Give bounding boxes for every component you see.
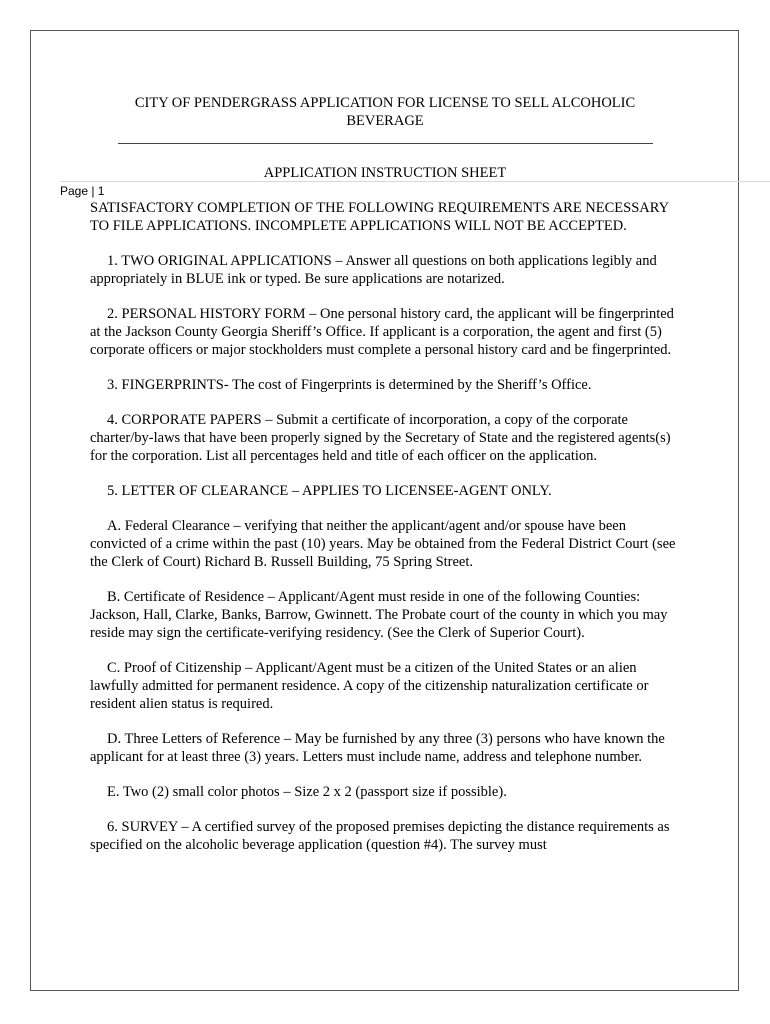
title-underline xyxy=(118,143,653,144)
document-body xyxy=(90,199,682,871)
page-number-label: Page | 1 xyxy=(60,184,105,198)
item-5e-paragraph: E. Two (2) small color photos – Size 2 x 2 (passport size if possible). xyxy=(107,784,507,800)
item-5d-paragraph: D. Three Letters of Reference – May be furnished by any three (3) persons who have known the applicant for at least three (3) years. Letters must include name, address and telephone number. xyxy=(90,731,665,765)
item-3-paragraph: 3. FINGERPRINTS- The cost of Fingerprints is determined by the Sheriff’s Office. xyxy=(107,377,592,393)
intro-paragraph: SATISFACTORY COMPLETION OF THE FOLLOWING REQUIREMENTS ARE NECESSARY TO FILE APPLICATIONS. INCOMPLETE APPLICATIONS WILL NOT BE ACCEPTED. xyxy=(90,200,669,234)
page-header-divider xyxy=(60,181,770,182)
item-5-paragraph: 5. LETTER OF CLEARANCE – APPLIES TO LICENSEE-AGENT ONLY. xyxy=(107,483,552,499)
item-5a-paragraph: A. Federal Clearance – verifying that neither the applicant/agent and/or spouse have been convicted of a crime within the past (10) years. May be obtained from the Federal District Court (see the Clerk of Court) Richard B. Russell Building, 75 Spring Street. xyxy=(90,518,676,570)
document-subtitle: APPLICATION INSTRUCTION SHEET xyxy=(263,165,507,181)
item-2-paragraph: 2. PERSONAL HISTORY FORM – One personal history card, the applicant will be fingerprinted at the Jackson County Georgia Sheriff’s Office. If applicant is a corporation, the agent and first (5) corporate officers or major stockholders must complete a personal history card and be fingerprinted. xyxy=(90,306,674,358)
item-5b-paragraph: B. Certificate of Residence – Applicant/Agent must reside in one of the following Counties: Jackson, Hall, Clarke, Banks, Barrow, Gwinnett. The Probate court of the county in which you may reside may sign the certificate-verifying residency. (See the Clerk of Superior Court). xyxy=(90,589,668,641)
item-1-paragraph: 1. TWO ORIGINAL APPLICATIONS – Answer all questions on both applications legibly and appropriately in BLUE ink or typed. Be sure applications are notarized. xyxy=(90,253,657,287)
item-5c-paragraph: C. Proof of Citizenship – Applicant/Agent must be a citizen of the United States or an alien lawfully admitted for permanent residence. A copy of the citizenship naturalization certificate or resident alien status is required. xyxy=(90,660,649,712)
document-title: CITY OF PENDERGRASS APPLICATION FOR LICENSE TO SELL ALCOHOLIC BEVERAGE xyxy=(134,95,636,129)
item-6-paragraph: 6. SURVEY – A certified survey of the proposed premises depicting the distance requirements as specified on the alcoholic beverage application (question #4). The survey must xyxy=(90,819,670,853)
item-4-paragraph: 4. CORPORATE PAPERS – Submit a certificate of incorporation, a copy of the corporate charter/by-laws that have been properly signed by the Secretary of State and the registered agents(s) for the corporation. List all percentages held and title of each officer on the application. xyxy=(90,412,671,464)
